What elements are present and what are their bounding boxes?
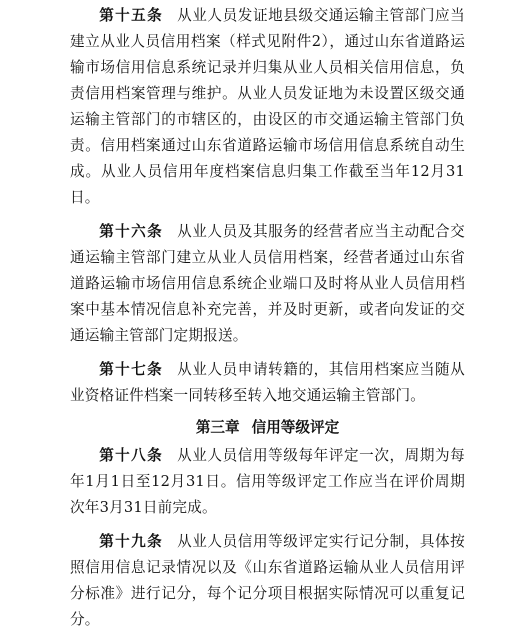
article-17-text: 从业人员申请转籍的，其信用档案应当随从业资格证件档案一同转移至转入地交通运输主管部门。 xyxy=(70,361,465,404)
article-17-label: 第十七条 xyxy=(99,361,164,378)
article-16-label: 第十六条 xyxy=(99,223,164,240)
article-15 xyxy=(70,0,465,211)
article-16-text: 从业人员及其服务的经营者应当主动配合交通运输主管部门建立从业人员信用档案，经营者通过山东省道路运输市场信用信息系统企业端口及时将从业人员信用档案中基本情况信息补充完善，并及时更新，或者向发证的交通运输主管部门定期报送。 xyxy=(70,223,465,344)
article-19-text: 从业人员信用等级评定实行记分制，具体按照信用信息记录情况以及《山东省道路运输从业人员信用评分标准》进行记分，每个记分项目根据实际情况可以重复记分。 xyxy=(70,533,465,628)
article-19-label: 第十九条 xyxy=(99,533,164,550)
article-15-text: 从业人员发证地县级交通运输主管部门应当建立从业人员信用档案（样式见附件2），通过山东省道路运输市场信用信息系统记录并归集从业人员相关信用信息，负责信用档案管理与维护。从业人员发证地为未设置区级交通运输主管部门的市辖区的，由设区的市交通运输主管部门负责。信用档案通过山东省道路运输市场信用信息系统自动生成。从业人员信用年度档案信息归集工作截至当年12月31日。 xyxy=(70,7,465,206)
article-19 xyxy=(70,529,465,633)
chapter-title: 信用等级评定 xyxy=(251,419,340,436)
article-16 xyxy=(70,219,465,349)
article-18-text: 从业人员信用等级每年评定一次，周期为每年1月1日至12月31日。信用等级评定工作应当在评价周期次年3月31日前完成。 xyxy=(70,447,465,516)
article-18-label: 第十八条 xyxy=(99,447,164,464)
chapter-heading xyxy=(70,415,465,441)
chapter-number: 第三章 xyxy=(195,419,240,436)
document-page xyxy=(70,0,465,633)
article-18 xyxy=(70,443,465,521)
article-17 xyxy=(70,357,465,409)
article-15-label: 第十五条 xyxy=(99,7,164,24)
